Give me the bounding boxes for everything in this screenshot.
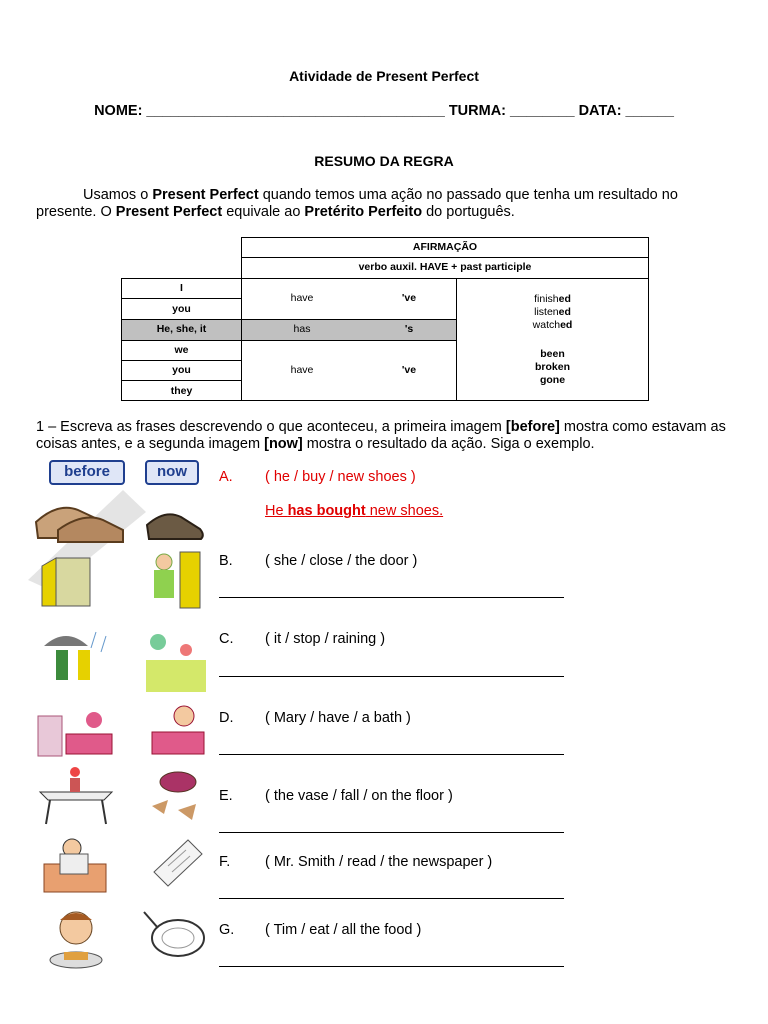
woman-closing-door-icon xyxy=(146,548,204,612)
answer-line-e[interactable] xyxy=(219,832,564,833)
section-heading: RESUMO DA REGRA xyxy=(314,153,454,169)
document-title: Atividade de Present Perfect xyxy=(289,68,479,84)
participle-cell: been xyxy=(540,348,565,360)
folded-newspaper-icon xyxy=(148,836,206,892)
item-letter: C. xyxy=(219,631,234,647)
item-letter: E. xyxy=(219,788,233,804)
summary-text: quando temos uma ação no passado que tenha um resultado no presente. O xyxy=(36,187,678,220)
participle-cell: finished xyxy=(534,293,571,305)
old-shoes-icon xyxy=(28,492,128,547)
item-prompt: ( Tim / eat / all the food ) xyxy=(265,922,422,938)
item-prompt: ( she / close / the door ) xyxy=(265,553,418,569)
summary-text: Usamos o xyxy=(83,187,153,203)
item-prompt: ( it / stop / raining ) xyxy=(265,631,386,647)
pronoun-cell: I xyxy=(180,282,183,294)
table-subheader: verbo auxil. HAVE + past participle xyxy=(358,261,532,273)
pronoun-cell: they xyxy=(170,385,193,397)
answer-line-d[interactable] xyxy=(219,754,564,755)
contraction-cell: 've xyxy=(401,364,417,376)
summary-bold: Present Perfect xyxy=(115,204,223,220)
summary-text: equivale ao xyxy=(222,204,305,220)
table-header: AFIRMAÇÃO xyxy=(412,241,478,253)
student-form-line: NOME: _____________________________________ TURMA: ________ DATA: ______ xyxy=(94,103,674,119)
participle-cell: listened xyxy=(534,306,571,318)
item-letter: D. xyxy=(219,710,234,726)
rain-people-icon xyxy=(36,628,114,692)
before-tag: before xyxy=(49,460,125,485)
open-door-icon xyxy=(38,556,98,608)
empty-plate-icon xyxy=(138,906,208,964)
item-prompt: ( Mr. Smith / read / the newspaper ) xyxy=(265,854,493,870)
example-answer: He has bought new shoes. xyxy=(265,503,444,519)
participle-cell: broken xyxy=(534,361,570,373)
aux-cell: have xyxy=(290,364,314,376)
woman-in-bath-icon xyxy=(148,698,206,760)
pronoun-cell: you xyxy=(172,303,191,315)
aux-cell: have xyxy=(290,292,314,304)
item-letter: F. xyxy=(219,854,231,870)
bathroom-before-icon xyxy=(36,706,116,758)
rule-summary xyxy=(36,187,736,221)
item-letter: G. xyxy=(219,922,235,938)
now-tag: now xyxy=(145,460,199,485)
summary-bold: Pretérito Perfeito xyxy=(304,204,423,220)
pronoun-cell: we xyxy=(174,344,189,356)
summary-bold: Present Perfect xyxy=(152,187,259,203)
man-reading-icon xyxy=(38,836,112,894)
item-prompt: ( the vase / fall / on the floor ) xyxy=(265,788,453,804)
answer-line-c[interactable] xyxy=(219,676,564,677)
table-vase-icon xyxy=(36,766,116,826)
pronoun-cell: He, she, it xyxy=(156,323,207,335)
sunny-garden-icon xyxy=(146,630,206,692)
item-prompt: ( he / buy / new shoes ) xyxy=(265,469,416,485)
pronoun-cell: you xyxy=(172,364,191,376)
item-prompt: ( Mary / have / a bath ) xyxy=(265,710,411,726)
exercise-instruction: 1 – Escreva as frases descrevendo o que aconteceu, a primeira imagem [before] mostra como estavam as coisas antes, e a segunda imagem [now] mostra o resultado da ação. Siga o exemplo. xyxy=(36,419,726,452)
new-shoes-icon xyxy=(145,503,205,545)
item-letter: A. xyxy=(219,469,233,485)
answer-line-b[interactable] xyxy=(219,597,564,598)
aux-cell: has xyxy=(293,323,311,335)
summary-text: do português. xyxy=(422,204,515,220)
broken-vase-icon xyxy=(148,766,206,832)
answer-line-f[interactable] xyxy=(219,898,564,899)
participle-cell: watched xyxy=(532,319,573,331)
boy-eating-icon xyxy=(36,906,116,970)
participle-cell: gone xyxy=(539,374,566,386)
contraction-cell: 've xyxy=(401,292,417,304)
item-letter: B. xyxy=(219,553,233,569)
contraction-cell: 's xyxy=(404,323,414,335)
answer-line-g[interactable] xyxy=(219,966,564,967)
